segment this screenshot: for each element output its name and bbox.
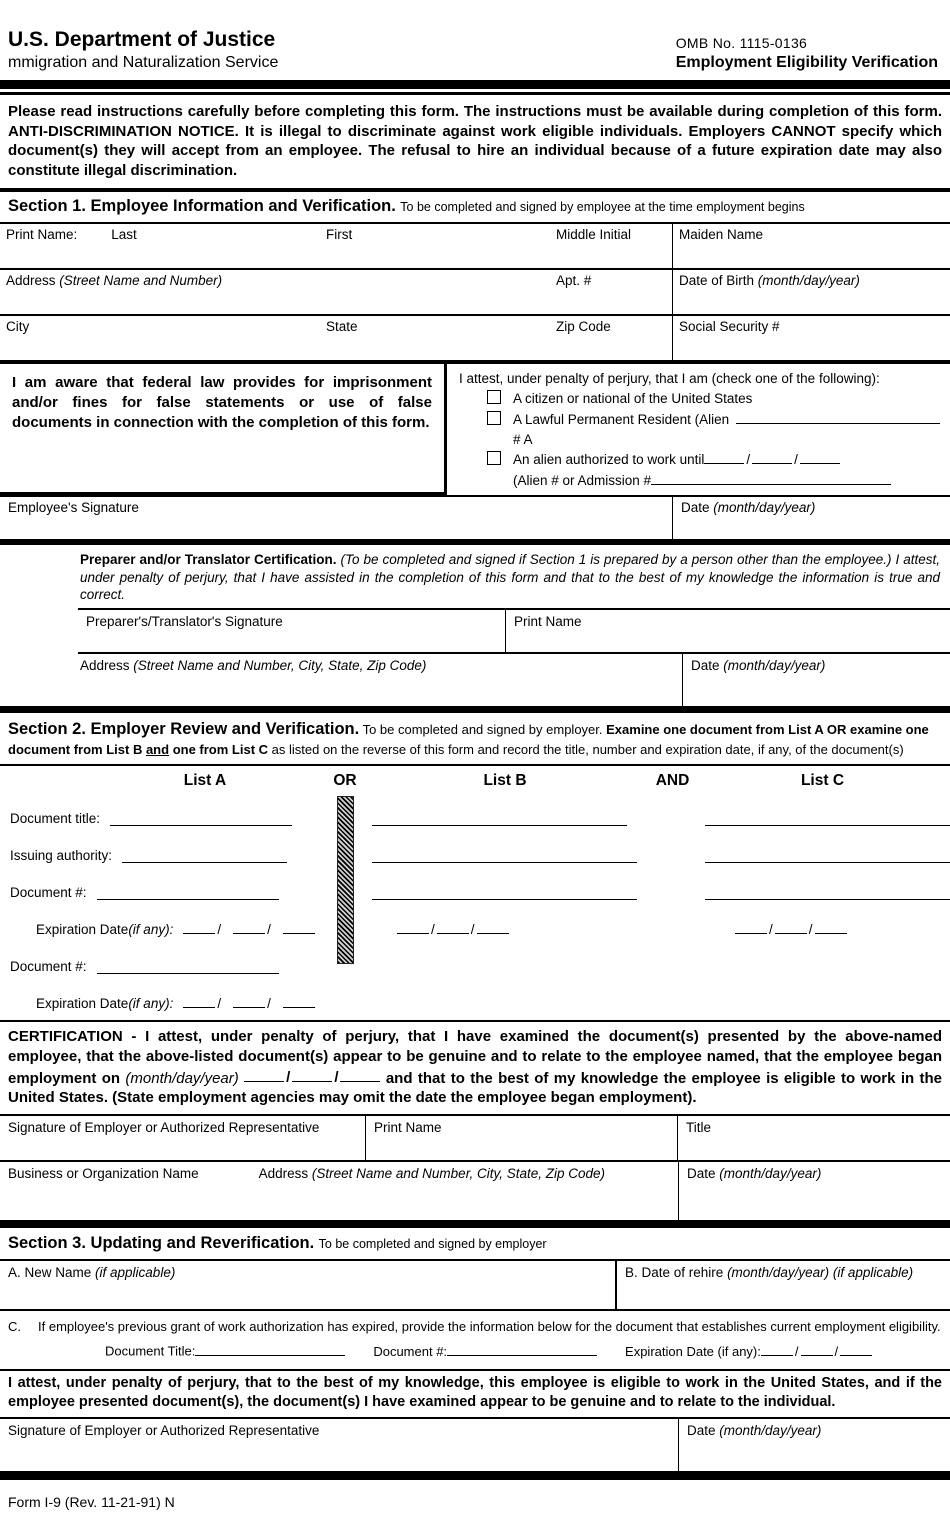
section1-header xyxy=(0,188,950,224)
omb-number: OMB No. 1115-0136 xyxy=(675,35,808,52)
s3-exp-year-blank[interactable] xyxy=(840,1342,872,1356)
list-a-column xyxy=(0,794,330,1016)
slash: / xyxy=(794,1343,799,1359)
new-name-hint: (if applicable) xyxy=(95,1265,176,1280)
zip-field[interactable] xyxy=(550,316,672,360)
section2-header xyxy=(0,706,950,766)
reverification-instruction xyxy=(0,1311,950,1338)
maiden-name-field[interactable] xyxy=(672,224,950,268)
admission-line xyxy=(459,471,940,491)
exp2-a-year-blank[interactable] xyxy=(283,994,315,1008)
or-divider-column xyxy=(330,794,360,1016)
section3-attestation: I attest, under penalty of perjury, that to the best of my knowledge, this employee is eligible to work in the United States, and if the employee presented document(s), the document(s) I have examined appear to be genuine and to relate to the individual. xyxy=(0,1369,950,1419)
employer-signature-label: Signature of Employer or Authorized Representative xyxy=(8,1120,320,1135)
address-label: Address xyxy=(6,273,56,289)
issuing-authority-label-a: Issuing authority: xyxy=(10,848,113,864)
expiration2-row-a xyxy=(0,979,330,1016)
begin-month-blank[interactable] xyxy=(244,1067,284,1083)
expiration-date-a xyxy=(173,920,315,937)
begin-day-blank[interactable] xyxy=(292,1067,332,1083)
business-address-label xyxy=(259,1166,605,1216)
middle-initial-field[interactable] xyxy=(550,224,672,268)
s3-expiration-label: Expiration Date (if any): xyxy=(625,1343,761,1359)
employer-printname-label: Print Name xyxy=(374,1120,442,1135)
slash: / xyxy=(217,996,222,1012)
form-number-footer: Form I-9 (Rev. 11-21-91) N xyxy=(8,1493,175,1510)
certification-date-hint: (month/day/year) xyxy=(125,1069,239,1087)
employee-date-field[interactable] xyxy=(672,497,950,539)
state-field[interactable] xyxy=(320,316,550,360)
s3-date-label: Date xyxy=(687,1422,720,1438)
certification-text-1: CERTIFICATION - I attest, under penalty of perjury, that I have examined the document(s) presented by the above-named employee, that the above-listed document(s) appear to be genuine and to relate to the employee named, that the employee began employment on xyxy=(8,1028,942,1087)
expiration2-label-a: Expiration Date xyxy=(36,996,129,1012)
section1-subtitle: To be completed and signed by employee at the time employment begins xyxy=(400,200,805,215)
doc-title-row-b xyxy=(360,794,650,831)
expiration-hint-a: (if any): xyxy=(128,922,174,938)
s3-date-field[interactable] xyxy=(678,1419,950,1471)
doc-number-blank-c[interactable] xyxy=(705,886,950,900)
rehire-date-hint: (month/day/year) (if applicable) xyxy=(727,1265,914,1280)
issuing-authority-row-b xyxy=(360,831,650,868)
anti-discrimination-notice: Please read instructions carefully before completing this form. The instructions must be available during completion of this form. ANTI-DISCRIMINATION NOTICE. It is illegal to discriminate against work eligible individuals. Employers CANNOT specify which document(s) they will accept from an employee. The refusal to hire an individual because of a future expiration date may also constitute illegal discrimination. xyxy=(8,103,942,179)
apt-label: Apt. # xyxy=(556,273,592,289)
bottom-divider xyxy=(0,1471,950,1480)
employer-date-field[interactable] xyxy=(678,1162,950,1220)
slash: / xyxy=(267,996,271,1012)
preparer-signature-row xyxy=(78,608,950,654)
business-address-hint: (Street Name and Number, City, State, Zip Code) xyxy=(311,1166,605,1181)
s3-exp-month-blank[interactable] xyxy=(761,1342,793,1356)
print-name-field[interactable] xyxy=(0,224,320,268)
slash: / xyxy=(267,922,271,938)
dob-label: Date of Birth xyxy=(679,273,758,289)
or-divider-bar xyxy=(337,796,354,964)
issuing-authority-row-a xyxy=(0,831,330,868)
first-name-field[interactable] xyxy=(320,224,550,268)
employer-date-hint: (month/day/year) xyxy=(719,1166,822,1181)
exp-b-month-blank[interactable] xyxy=(397,920,429,934)
preparer-printname-field[interactable] xyxy=(505,610,950,652)
s3-signature-label: Signature of Employer or Authorized Representative xyxy=(8,1422,320,1438)
exp-c-month-blank[interactable] xyxy=(735,920,767,934)
address-word: Address xyxy=(258,1166,312,1181)
apt-field[interactable] xyxy=(550,270,672,314)
doc-title-label-a: Document title: xyxy=(10,811,101,827)
alien-label: An alien authorized to work until xyxy=(513,452,705,468)
agency-block xyxy=(8,28,278,72)
exp2-a-day-blank[interactable] xyxy=(233,994,265,1008)
slash: / xyxy=(431,922,435,938)
form-title: Employment Eligibility Verification xyxy=(675,54,938,72)
first-name-label: First xyxy=(326,227,353,243)
s3-signature-field[interactable] xyxy=(0,1419,678,1471)
preparer-address-row xyxy=(78,654,950,706)
section2-sub1: To be completed and signed by employer. xyxy=(359,722,607,738)
c-item-label: C. xyxy=(8,1319,21,1334)
city-label: City xyxy=(6,319,30,335)
doc-number-row-c xyxy=(695,868,950,905)
dob-hint: (month/day/year) xyxy=(757,273,860,289)
dob-field[interactable] xyxy=(672,270,950,314)
work-until-year-blank[interactable] xyxy=(800,450,840,464)
section2-sub-bold2: one from List C xyxy=(169,741,269,757)
doc-title-blank-c[interactable] xyxy=(705,812,950,826)
citizen-option xyxy=(459,389,940,409)
new-name-field[interactable] xyxy=(0,1261,615,1309)
c-item-text: If employee's previous grant of work authorization has expired, provide the information below for the document that establishes current employment eligibility. xyxy=(38,1319,941,1334)
section2-sub2: as listed on the reverse of this form and record the title, number and expiration date, if any, of the document(s) xyxy=(268,741,904,757)
s3-doc-title-label: Document Title: xyxy=(105,1343,196,1359)
doc-title-row-a xyxy=(0,794,330,831)
employer-signature-field[interactable] xyxy=(0,1116,365,1160)
reverification-doc-line xyxy=(0,1338,950,1369)
zip-label: Zip Code xyxy=(556,319,611,335)
preparer-section xyxy=(0,539,950,706)
admission-number-blank[interactable] xyxy=(651,471,891,485)
doc-number-label-a: Document #: xyxy=(10,885,87,901)
agency-subname: mmigration and Naturalization Service xyxy=(8,54,279,72)
city-field[interactable] xyxy=(0,316,320,360)
begin-year-blank[interactable] xyxy=(340,1067,380,1083)
slash: / xyxy=(286,1069,291,1087)
address-hint: (Street Name and Number) xyxy=(59,273,223,289)
print-name-label: Print Name: xyxy=(6,227,78,243)
expiration2-hint-a: (if any): xyxy=(128,996,174,1012)
alien-checkbox[interactable] xyxy=(487,451,501,465)
doc-number2-blank-a[interactable] xyxy=(97,960,279,974)
preparer-body: (To be completed and signed if Section 1 is prepared by a person other than the employee.) I attest, under penalty of perjury, that I have assisted in the completion of this form and that to the best of my knowledge the information is true and correct. xyxy=(80,551,940,603)
s3-expiration-date xyxy=(761,1344,872,1359)
form-header xyxy=(0,0,950,78)
preparer-certification-text xyxy=(78,545,950,608)
alien-number-blank[interactable] xyxy=(736,410,940,424)
document-lists xyxy=(0,792,950,1020)
preparer-date-hint: (month/day/year) xyxy=(723,658,826,674)
section2-sub-bold1: Examine one document from List A OR examine one document from List B xyxy=(8,722,929,757)
doc-title-row-c xyxy=(695,794,950,831)
preparer-title: Preparer and/or Translator Certification. xyxy=(80,551,337,567)
issuing-authority-blank-b[interactable] xyxy=(372,849,637,863)
business-name-label: Business or Organization Name xyxy=(8,1166,199,1181)
doc-number-blank-a[interactable] xyxy=(97,886,279,900)
citizen-checkbox[interactable] xyxy=(487,390,501,404)
expiration-date-c xyxy=(735,920,847,937)
form-id-block xyxy=(676,35,940,72)
slash: / xyxy=(746,452,751,468)
lpr-option xyxy=(459,410,940,451)
exp2-a-month-blank[interactable] xyxy=(183,994,215,1008)
work-until-day-blank[interactable] xyxy=(752,450,792,464)
state-label: State xyxy=(326,319,358,335)
s3-exp-day-blank[interactable] xyxy=(801,1342,833,1356)
issuing-authority-blank-a[interactable] xyxy=(122,849,287,863)
list-b-column xyxy=(360,794,650,1016)
exp-c-day-blank[interactable] xyxy=(775,920,807,934)
address-row xyxy=(0,270,950,316)
employer-certification xyxy=(0,1020,950,1114)
lpr-checkbox[interactable] xyxy=(487,411,501,425)
employee-date-label: Date xyxy=(681,499,714,515)
penalty-notice-box: I am aware that federal law provides for imprisonment and/or fines for false statements or use of false documents in connection with the completion of this form. xyxy=(0,362,447,495)
slash: / xyxy=(808,922,813,938)
issuing-authority-row-c xyxy=(695,831,950,868)
preparer-date-label: Date xyxy=(691,658,724,674)
work-until-month-blank[interactable] xyxy=(704,450,744,464)
slash: / xyxy=(217,922,222,938)
rehire-date-field[interactable] xyxy=(615,1261,950,1309)
preparer-signature-field[interactable] xyxy=(78,610,505,652)
expiration-date-b xyxy=(397,920,509,937)
preparer-address-hint: (Street Name and Number, City, State, Zip Code) xyxy=(133,658,427,674)
slash: / xyxy=(834,1343,839,1359)
exp-a-year-blank[interactable] xyxy=(283,920,315,934)
middle-initial-label: Middle Initial xyxy=(556,227,632,243)
expiration-label-a: Expiration Date xyxy=(36,922,129,938)
employee-signature-row xyxy=(0,497,950,539)
employer-title-field[interactable] xyxy=(677,1116,950,1160)
work-until-date xyxy=(704,450,840,470)
slash: / xyxy=(470,922,475,938)
business-address-field[interactable] xyxy=(0,1162,678,1220)
employee-date-hint: (month/day/year) xyxy=(713,499,816,515)
slash: / xyxy=(769,922,773,938)
or-header: OR xyxy=(333,772,357,790)
doc-number-row-a xyxy=(0,868,330,905)
status-attestation xyxy=(447,362,950,495)
section3-header xyxy=(0,1220,950,1261)
issuing-authority-blank-c[interactable] xyxy=(705,849,950,863)
slash: / xyxy=(794,452,798,468)
exp-b-day-blank[interactable] xyxy=(437,920,469,934)
employee-signature-field[interactable] xyxy=(0,497,672,539)
employer-title-label: Title xyxy=(686,1120,712,1135)
doc-number-blank-b[interactable] xyxy=(372,886,637,900)
employer-printname-field[interactable] xyxy=(365,1116,677,1160)
name-row xyxy=(0,224,950,270)
preparer-date-field[interactable] xyxy=(682,654,950,706)
employee-signature-label: Employee's Signature xyxy=(8,499,139,515)
lpr-label: A Lawful Permanent Resident (Alien # A xyxy=(513,411,730,447)
new-name-label: A. New Name xyxy=(8,1265,96,1280)
list-c-header: List C xyxy=(800,772,845,790)
exp-b-year-blank[interactable] xyxy=(477,920,509,934)
list-column-headers xyxy=(0,766,950,792)
alien-option xyxy=(459,450,940,470)
ssn-field[interactable] xyxy=(672,316,950,360)
exp-c-year-blank[interactable] xyxy=(815,920,847,934)
s3-doc-title-blank[interactable] xyxy=(195,1342,345,1356)
expiration-row-b xyxy=(360,905,650,942)
slash: / xyxy=(334,1069,339,1087)
header-divider xyxy=(0,80,950,95)
business-address-row xyxy=(0,1160,950,1220)
list-c-column xyxy=(695,794,950,1016)
s3-doc-number-blank[interactable] xyxy=(447,1342,597,1356)
preparer-address-label: Address xyxy=(80,658,134,674)
doc-number2-row-a xyxy=(0,942,330,979)
section2-title: Section 2. Employer Review and Verification. xyxy=(8,720,360,739)
section3-subtitle: To be completed and signed by employer xyxy=(318,1237,547,1251)
preparer-address-field[interactable] xyxy=(78,654,682,706)
list-a-header: List A xyxy=(183,772,227,790)
and-header: AND xyxy=(655,772,690,790)
certification-text-2: and that to the best of my knowledge the employee is eligible to work in the United States. (State employment agencies may omit the date the employee began employment). xyxy=(8,1069,943,1107)
maiden-name-label: Maiden Name xyxy=(679,227,764,243)
doc-number-row-b xyxy=(360,868,650,905)
citizen-label: A citizen or national of the United States xyxy=(513,391,753,407)
s3-date-hint: (month/day/year) xyxy=(719,1422,822,1438)
last-name-label: Last xyxy=(111,227,137,243)
exp-a-month-blank[interactable] xyxy=(183,920,215,934)
section2-sub-and: and xyxy=(145,741,170,757)
expiration-row-a xyxy=(0,905,330,942)
and-spacer-column xyxy=(650,794,695,1016)
employment-begin-date xyxy=(244,1069,380,1086)
s3-doc-number-label: Document #: xyxy=(373,1343,448,1359)
section3-signature-row xyxy=(0,1419,950,1471)
doc-number2-label-a: Document #: xyxy=(10,959,87,975)
employer-signature-row xyxy=(0,1114,950,1160)
section3-title: Section 3. Updating and Reverification. xyxy=(8,1234,315,1252)
agency-name: U.S. Department of Justice xyxy=(8,28,276,51)
employer-date-label: Date xyxy=(687,1166,720,1181)
city-row xyxy=(0,316,950,362)
exp-a-day-blank[interactable] xyxy=(233,920,265,934)
doc-title-blank-b[interactable] xyxy=(372,812,627,826)
attestation-area xyxy=(0,362,950,497)
preparer-printname-label: Print Name xyxy=(514,614,582,630)
rehire-row xyxy=(0,1261,950,1311)
ssn-label: Social Security # xyxy=(679,319,780,335)
expiration-row-c xyxy=(695,905,950,942)
section1-title: Section 1. Employee Information and Verification. xyxy=(8,197,396,216)
preparer-signature-label: Preparer's/Translator's Signature xyxy=(86,614,283,630)
rehire-date-label: B. Date of rehire xyxy=(625,1265,728,1280)
admission-label: (Alien # or Admission # xyxy=(513,472,652,488)
attest-lead: I attest, under penalty of perjury, that I am (check one of the following): xyxy=(459,371,880,387)
address-field[interactable] xyxy=(0,270,550,314)
doc-title-blank-a[interactable] xyxy=(110,812,292,826)
expiration2-date-a xyxy=(173,994,315,1011)
list-b-header: List B xyxy=(483,772,527,790)
